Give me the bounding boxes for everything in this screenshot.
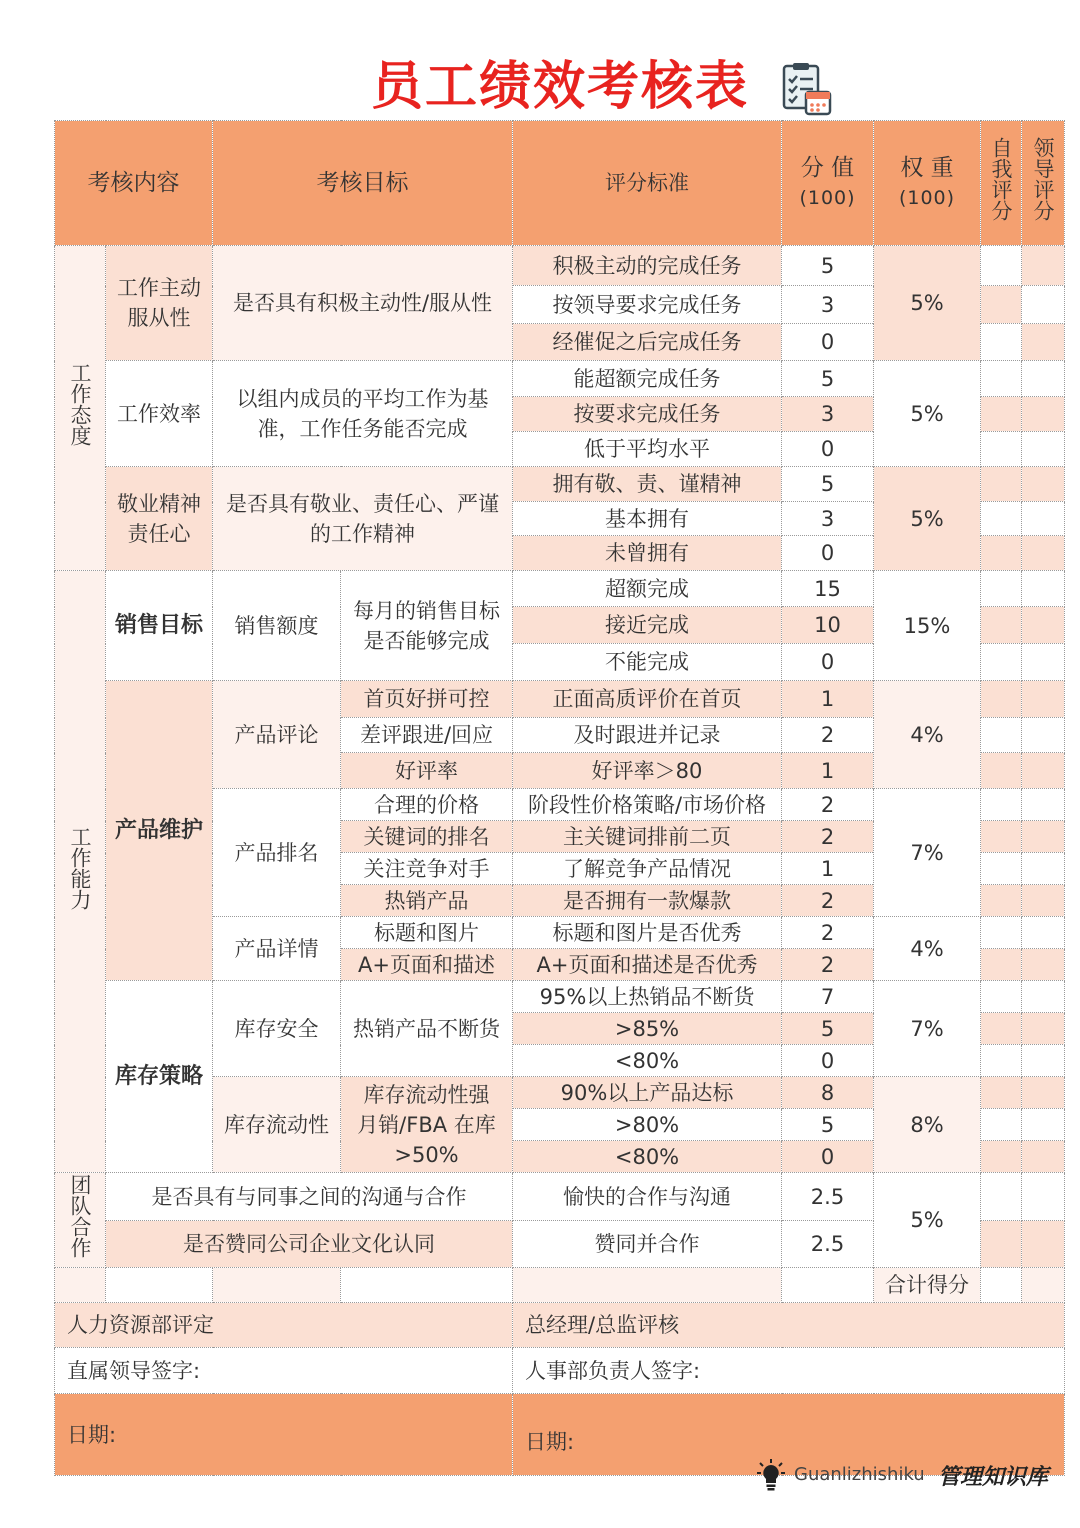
- score-cell: 3: [782, 397, 874, 432]
- standard-cell: 能超额完成任务: [513, 361, 782, 397]
- section-attitude-label: 工作态度: [68, 362, 92, 446]
- self-score-input[interactable]: [981, 286, 1022, 324]
- total-self-input[interactable]: [981, 1268, 1022, 1303]
- section-ability-label: 工作能力: [68, 825, 92, 910]
- performance-table: [54, 120, 1065, 1476]
- standard-cell: 了解竞争产品情况: [513, 853, 782, 885]
- hr-signature-field[interactable]: 人事部负责人签字:: [513, 1348, 1065, 1394]
- self-score-input[interactable]: [981, 397, 1022, 432]
- product-item: 产品维护: [106, 681, 213, 981]
- weight-cell: 15%: [874, 571, 981, 681]
- score-cell: 3: [782, 286, 874, 324]
- weight-cell: 4%: [874, 681, 981, 789]
- standard-cell: 经催促之后完成任务: [513, 324, 782, 361]
- leader-score-input[interactable]: [1022, 789, 1065, 821]
- self-score-input[interactable]: [981, 1109, 1022, 1141]
- table-row: [55, 467, 1065, 502]
- leader-score-input[interactable]: [1022, 286, 1065, 324]
- score-cell: 15: [782, 571, 874, 607]
- self-score-input[interactable]: [981, 885, 1022, 917]
- weight-cell: 5%: [874, 246, 981, 361]
- checklist-calendar-icon: [780, 62, 832, 116]
- leader-score-input[interactable]: [1022, 1141, 1065, 1173]
- leader-score-input[interactable]: [1022, 1109, 1065, 1141]
- score-cell: 2.5: [782, 1173, 874, 1221]
- weight-cell: 5%: [874, 467, 981, 571]
- self-score-input[interactable]: [981, 324, 1022, 361]
- title-area: [0, 52, 1080, 122]
- score-cell: 5: [782, 361, 874, 397]
- standard-cell: 标题和图片是否优秀: [513, 917, 782, 949]
- header-leader-label: 领导评分: [1031, 136, 1055, 221]
- standard-cell: <80%: [513, 1141, 782, 1173]
- empty-cell: [213, 1268, 341, 1303]
- self-score-input[interactable]: [981, 681, 1022, 718]
- standard-cell: A+页面和描述是否优秀: [513, 949, 782, 981]
- leader-score-input[interactable]: [1022, 324, 1065, 361]
- standard-cell: 低于平均水平: [513, 432, 782, 467]
- score-cell: 2: [782, 917, 874, 949]
- inventory-safety-target: 热销产品不断货: [341, 981, 513, 1077]
- target-cell: 差评跟进/回应: [341, 718, 513, 753]
- leader-score-input[interactable]: [1022, 432, 1065, 467]
- product-rank-sub: 产品排名: [213, 789, 341, 917]
- leader-score-input[interactable]: [1022, 607, 1065, 644]
- standard-cell: 90%以上产品达标: [513, 1077, 782, 1109]
- gm-review-label: 总经理/总监评核: [513, 1303, 1065, 1348]
- leader-score-input[interactable]: [1022, 1045, 1065, 1077]
- leader-score-input[interactable]: [1022, 571, 1065, 607]
- standard-cell: 愉快的合作与沟通: [513, 1173, 782, 1221]
- standard-cell: 未曾拥有: [513, 536, 782, 571]
- standard-cell: 正面高质评价在首页: [513, 681, 782, 718]
- score-cell: 5: [782, 467, 874, 502]
- standard-cell: >85%: [513, 1013, 782, 1045]
- standard-cell: 不能完成: [513, 644, 782, 681]
- weight-cell: 7%: [874, 981, 981, 1077]
- self-score-input[interactable]: [981, 571, 1022, 607]
- score-cell: 5: [782, 1109, 874, 1141]
- team-target-1: 是否具有与同事之间的沟通与合作: [106, 1173, 513, 1221]
- self-score-input[interactable]: [981, 981, 1022, 1013]
- header-target: 考核目标: [213, 121, 513, 246]
- leader-score-input[interactable]: [1022, 718, 1065, 753]
- score-cell: 2: [782, 821, 874, 853]
- target-cell: 好评率: [341, 753, 513, 789]
- self-score-input[interactable]: [981, 1221, 1022, 1268]
- self-score-input[interactable]: [981, 467, 1022, 502]
- standard-cell: 95%以上热销品不断货: [513, 981, 782, 1013]
- self-score-input[interactable]: [981, 1077, 1022, 1109]
- score-cell: 1: [782, 681, 874, 718]
- inventory-flow-sub: 库存流动性: [213, 1077, 341, 1173]
- score-cell: 2: [782, 949, 874, 981]
- self-score-input[interactable]: [981, 607, 1022, 644]
- score-cell: 0: [782, 536, 874, 571]
- score-cell: 5: [782, 246, 874, 286]
- attitude-item-2: 工作效率: [106, 361, 213, 467]
- leader-score-input[interactable]: [1022, 1221, 1065, 1268]
- standard-cell: 及时跟进并记录: [513, 718, 782, 753]
- self-score-input[interactable]: [981, 432, 1022, 467]
- leader-signature-field[interactable]: 直属领导签字:: [55, 1348, 513, 1394]
- total-leader-input[interactable]: [1022, 1268, 1065, 1303]
- self-score-input[interactable]: [981, 753, 1022, 789]
- score-cell: 5: [782, 1013, 874, 1045]
- sales-target: 每月的销售目标是否能够完成: [341, 571, 513, 681]
- weight-cell: 8%: [874, 1077, 981, 1173]
- standard-cell: 好评率＞80: [513, 753, 782, 789]
- target-cell: 热销产品: [341, 885, 513, 917]
- leader-score-input[interactable]: [1022, 1077, 1065, 1109]
- score-cell: 0: [782, 1141, 874, 1173]
- inventory-flow-target: 库存流动性强月销/FBA 在库>50%: [341, 1077, 513, 1173]
- self-score-input[interactable]: [981, 536, 1022, 571]
- lightbulb-icon: [756, 1458, 786, 1492]
- empty-cell: [55, 1268, 106, 1303]
- standard-cell: 拥有敬、责、谨精神: [513, 467, 782, 502]
- self-score-input[interactable]: [981, 1173, 1022, 1221]
- empty-cell: [106, 1268, 213, 1303]
- table-row: [55, 361, 1065, 397]
- score-cell: 1: [782, 753, 874, 789]
- self-score-input[interactable]: [981, 917, 1022, 949]
- header-weight: [874, 121, 981, 246]
- standard-cell: <80%: [513, 1045, 782, 1077]
- table-row: [55, 981, 1065, 1013]
- leader-score-input[interactable]: [1022, 361, 1065, 397]
- leader-score-input[interactable]: [1022, 536, 1065, 571]
- standard-cell: 主关键词排前二页: [513, 821, 782, 853]
- leader-score-input[interactable]: [1022, 821, 1065, 853]
- self-score-input[interactable]: [981, 718, 1022, 753]
- standard-cell: 积极主动的完成任务: [513, 246, 782, 286]
- header-score-sub: (100): [799, 187, 856, 209]
- target-cell: 关注竞争对手: [341, 853, 513, 885]
- weight-cell: 5%: [874, 361, 981, 467]
- inventory-item: 库存策略: [106, 981, 213, 1173]
- self-score-input[interactable]: [981, 1141, 1022, 1173]
- target-cell: 标题和图片: [341, 917, 513, 949]
- score-cell: 2: [782, 885, 874, 917]
- score-cell: 2: [782, 718, 874, 753]
- standard-cell: 基本拥有: [513, 502, 782, 536]
- header-score-label: 分 值: [800, 155, 855, 181]
- standard-cell: 赞同并合作: [513, 1221, 782, 1268]
- attitude-item-3: 敬业精神责任心: [106, 467, 213, 571]
- score-cell: 7: [782, 981, 874, 1013]
- leader-score-input[interactable]: [1022, 1173, 1065, 1221]
- section-ability: [55, 571, 106, 1173]
- standard-cell: 是否拥有一款爆款: [513, 885, 782, 917]
- attitude-target-1: 是否具有积极主动性/服从性: [213, 246, 513, 361]
- sales-sub: 销售额度: [213, 571, 341, 681]
- header-standard: 评分标准: [513, 121, 782, 246]
- section-attitude: [55, 246, 106, 571]
- table-row: [55, 246, 1065, 286]
- standard-cell: 超额完成: [513, 571, 782, 607]
- section-team: [55, 1173, 106, 1268]
- inventory-safety-sub: 库存安全: [213, 981, 341, 1077]
- attitude-target-3: 是否具有敬业、责任心、严谨的工作精神: [213, 467, 513, 571]
- attitude-item-1: 工作主动服从性: [106, 246, 213, 361]
- leader-score-input[interactable]: [1022, 1013, 1065, 1045]
- leader-score-input[interactable]: [1022, 853, 1065, 885]
- self-score-input[interactable]: [981, 1045, 1022, 1077]
- product-detail-sub: 产品详情: [213, 917, 341, 981]
- standard-cell: 按要求完成任务: [513, 397, 782, 432]
- score-cell: 0: [782, 324, 874, 361]
- header-score: [782, 121, 874, 246]
- standard-cell: 阶段性价格策略/市场价格: [513, 789, 782, 821]
- leader-score-input[interactable]: [1022, 981, 1065, 1013]
- table-row: [55, 1173, 1065, 1221]
- leader-score-input[interactable]: [1022, 917, 1065, 949]
- weight-cell: 7%: [874, 789, 981, 917]
- self-score-input[interactable]: [981, 949, 1022, 981]
- header-leader-score: [1022, 121, 1065, 246]
- header-content: 考核内容: [55, 121, 213, 246]
- score-cell: 1: [782, 853, 874, 885]
- score-cell: 0: [782, 644, 874, 681]
- target-cell: 合理的价格: [341, 789, 513, 821]
- target-cell: A+页面和描述: [341, 949, 513, 981]
- leader-score-input[interactable]: [1022, 397, 1065, 432]
- self-score-input[interactable]: [981, 502, 1022, 536]
- self-score-input[interactable]: [981, 853, 1022, 885]
- footer-brand: [756, 1456, 1066, 1496]
- total-row: [55, 1268, 1065, 1303]
- weight-cell: 5%: [874, 1173, 981, 1268]
- leader-score-input[interactable]: [1022, 681, 1065, 718]
- total-label: 合计得分: [874, 1268, 981, 1303]
- self-score-input[interactable]: [981, 644, 1022, 681]
- empty-cell: [341, 1268, 513, 1303]
- section-team-label: 团队合作: [68, 1174, 92, 1258]
- score-cell: 8: [782, 1077, 874, 1109]
- leader-score-input[interactable]: [1022, 753, 1065, 789]
- hr-review-label: 人力资源部评定: [55, 1303, 513, 1348]
- sign-row: [55, 1348, 1065, 1394]
- product-review-sub: 产品评论: [213, 681, 341, 789]
- attitude-target-2: 以组内成员的平均工作为基准，工作任务能否完成: [213, 361, 513, 467]
- self-score-input[interactable]: [981, 789, 1022, 821]
- score-cell: 2.5: [782, 1221, 874, 1268]
- header-weight-label: 权 重: [900, 155, 954, 181]
- standard-cell: >80%: [513, 1109, 782, 1141]
- self-score-input[interactable]: [981, 1013, 1022, 1045]
- header-self-label: 自我评分: [989, 136, 1013, 221]
- score-cell: 2: [782, 789, 874, 821]
- target-cell: 关键词的排名: [341, 821, 513, 853]
- header-row: [55, 121, 1065, 246]
- score-cell: 0: [782, 1045, 874, 1077]
- footer-en-text: Guanlizhishiku: [794, 1464, 925, 1485]
- score-cell: 10: [782, 607, 874, 644]
- sign-row: [55, 1303, 1065, 1348]
- standard-cell: 接近完成: [513, 607, 782, 644]
- self-score-input[interactable]: [981, 821, 1022, 853]
- self-score-input[interactable]: [981, 361, 1022, 397]
- table-row: [55, 571, 1065, 607]
- footer-cn-text: 管理知识库: [938, 1464, 1049, 1490]
- sales-item: 销售目标: [106, 571, 213, 681]
- header-self-score: [981, 121, 1022, 246]
- leader-score-input[interactable]: [1022, 502, 1065, 536]
- self-score-input[interactable]: [981, 246, 1022, 286]
- empty-cell: [782, 1268, 874, 1303]
- weight-cell: 4%: [874, 917, 981, 981]
- leader-score-input[interactable]: [1022, 885, 1065, 917]
- leader-score-input[interactable]: [1022, 949, 1065, 981]
- standard-cell: 按领导要求完成任务: [513, 286, 782, 324]
- page-title: 员工绩效考核表: [370, 57, 749, 117]
- score-cell: 0: [782, 432, 874, 467]
- leader-score-input[interactable]: [1022, 644, 1065, 681]
- header-weight-sub: (100): [898, 187, 956, 209]
- score-cell: 3: [782, 502, 874, 536]
- target-cell: 首页好拼可控: [341, 681, 513, 718]
- date-field-2[interactable]: 日期:: [513, 1394, 1065, 1476]
- empty-cell: [513, 1268, 782, 1303]
- team-target-2: 是否赞同公司企业文化认同: [106, 1221, 513, 1268]
- leader-score-input[interactable]: [1022, 246, 1065, 286]
- table-row: [55, 681, 1065, 718]
- date-field-1[interactable]: 日期:: [55, 1394, 513, 1476]
- leader-score-input[interactable]: [1022, 467, 1065, 502]
